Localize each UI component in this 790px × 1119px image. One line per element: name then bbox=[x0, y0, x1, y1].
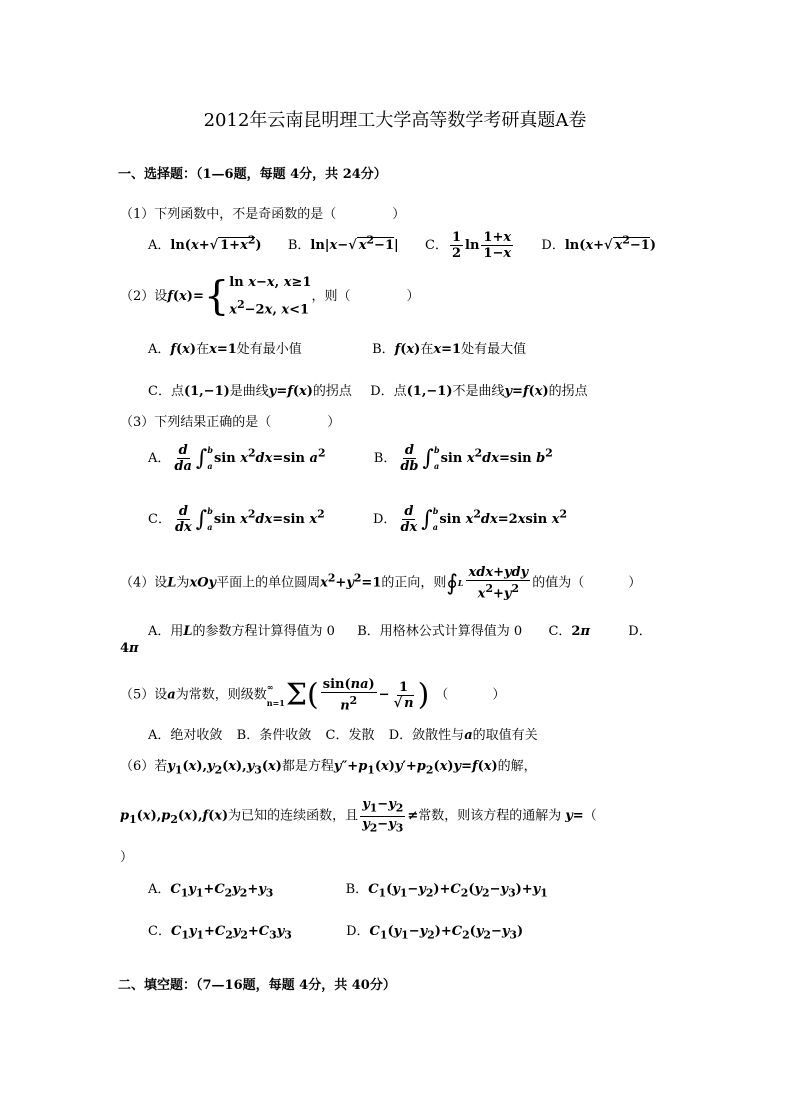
option-a: A．$C_1y_1+C_2y_2+y_3$ bbox=[148, 882, 274, 900]
question-1-options bbox=[148, 230, 656, 261]
option-c: C．点(1,−1)是曲线y=f(x)的拐点 bbox=[148, 384, 352, 399]
option-d-value: 4π bbox=[120, 641, 139, 656]
option-c: C．$C_1y_1+C_2y_2+C_3y_3$ bbox=[148, 924, 292, 942]
option-d: D． bbox=[628, 624, 652, 639]
question-5-options bbox=[148, 724, 538, 743]
question-6-options-ab bbox=[148, 878, 548, 900]
option-d: D．点(1,−1)不是曲线y=f(x)的拐点 bbox=[370, 384, 588, 399]
option-d: D． $\frac{d}{dx}$ ∫ b a $\sin x^2dx=2xsin$ $x^2$ bbox=[373, 503, 568, 535]
option-c: C． $\frac{d}{dx}$ ∫ b a $\sin x^2dx=\sin$ $x^2$ bbox=[148, 503, 325, 535]
option-a: A． $\frac{d}{da}$ ∫ b a $\sin x^2dx=\sin$ $a^2$ bbox=[148, 442, 326, 474]
question-1-stem: （1）下列函数中，不是奇函数的是（ ） bbox=[120, 207, 406, 222]
question-3-options-ab bbox=[148, 442, 553, 474]
option-b: B．$C_1(y_1-y_2)+C_2(y_2-y_3)+y_1$ bbox=[345, 882, 548, 900]
question-4-stem: （4）设L为xOy平面上的单位圆周$x^2+y^2=1$的正向，则∮ L $\frac{\text{xdx+ydy}}{x^2+y^2}$ 的值为（ ） bbox=[120, 565, 642, 602]
option-c: C． $\frac{1}{2}$ ln $\frac{1+x}{1-x}$ bbox=[425, 230, 512, 261]
option-d: D．$C_1(y_1-y_2)+C_2(y_2-y_3)$ bbox=[346, 924, 524, 942]
option-b: B．用格林公式计算得值为 0 bbox=[357, 624, 523, 639]
option-c: C．2π bbox=[548, 624, 590, 639]
question-4-options bbox=[148, 620, 652, 639]
option-b: B．条件收敛 bbox=[236, 728, 312, 743]
question-5-stem: （5）设a为常数，则级数 ∞ n=1 Σ( $\frac{\sin(na)}{n^2}$ − $\frac{1}{√ n}$ ) （ ） bbox=[120, 677, 506, 714]
option-a: A．绝对收敛 bbox=[148, 728, 223, 743]
section-heading-fill: 二、填空题：（7—16题，每题 4分，共 40分） bbox=[118, 978, 396, 993]
option-b: B．f(x)在x=1处有最大值 bbox=[372, 342, 527, 357]
option-b: B．ln|x−√ $x^2-1|$ bbox=[287, 233, 399, 253]
question-6-stem: （6）若$y_1(x),y_2(x),y_3(x)$都是方程$y''+p_1(x)y'+p_2(x)y=f(x)$的解， bbox=[120, 759, 537, 777]
option-d: D．敛散性与a的取值有关 bbox=[388, 728, 538, 743]
option-c: C．发散 bbox=[325, 728, 375, 743]
question-3-options-cd bbox=[148, 503, 567, 535]
option-a: A．ln(x+√ $1+x^2$) bbox=[148, 233, 262, 253]
option-a: A．f(x)在x=1处有最小值 bbox=[148, 342, 302, 357]
section-heading-choice: 一、选择题：（1—6题，每题 4分，共 24分） bbox=[118, 167, 387, 182]
page-title: 2012年云南昆明理工大学高等数学考研真题A卷 bbox=[203, 110, 587, 131]
question-2-options-cd bbox=[148, 380, 588, 399]
question-6-close: ） bbox=[120, 850, 134, 865]
question-2-options-ab bbox=[148, 338, 526, 357]
question-2-stem: （2）设f(x)={ ln x−x, x≥1 $x^2-2x$, x<1 ，则（ ） bbox=[120, 273, 420, 320]
question-3-stem: （3）下列结果正确的是（ ） bbox=[120, 415, 341, 430]
option-d: D．ln(x+√ $x^2-1$) bbox=[541, 233, 657, 253]
option-a: A．用L的参数方程计算得值为 0 bbox=[148, 624, 335, 639]
question-6-stem-line2: $p_1(x),p_2(x),f(x)$为已知的连续函数，且 $\frac{y_1-y_2}{y_2-y_3}$ ≠常数，则该方程的通解为 y=（ bbox=[120, 797, 597, 835]
question-6-options-cd bbox=[148, 920, 523, 942]
option-b: B． $\frac{d}{db}$ ∫ b a $\sin x^2dx=\sin$ $b^2$ bbox=[373, 442, 553, 474]
